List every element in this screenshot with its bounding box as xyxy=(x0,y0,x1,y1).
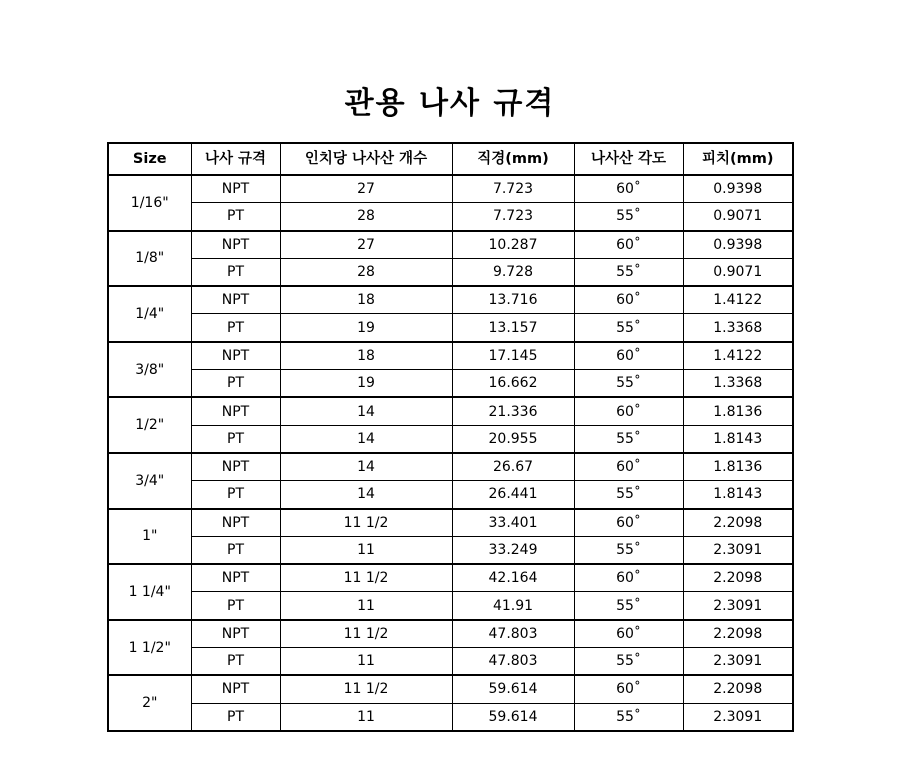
cell-thread-angle: 55˚ xyxy=(574,425,683,453)
table-row xyxy=(108,314,793,342)
table-row xyxy=(108,425,793,453)
cell-size: 1/8" xyxy=(108,231,191,287)
table-header xyxy=(108,143,793,175)
header-diameter: 직경(mm) xyxy=(452,143,574,175)
cell-diameter: 13.157 xyxy=(452,314,574,342)
cell-threads-per-inch: 14 xyxy=(280,453,452,481)
cell-thread-angle: 60˚ xyxy=(574,453,683,481)
cell-pitch: 2.3091 xyxy=(683,536,793,564)
cell-diameter: 42.164 xyxy=(452,564,574,592)
table-row xyxy=(108,342,793,370)
cell-thread-angle: 55˚ xyxy=(574,203,683,231)
cell-threads-per-inch: 11 1/2 xyxy=(280,675,452,703)
cell-threads-per-inch: 14 xyxy=(280,481,452,509)
cell-diameter: 47.803 xyxy=(452,620,574,648)
cell-threads-per-inch: 18 xyxy=(280,286,452,314)
cell-pitch: 0.9071 xyxy=(683,258,793,286)
cell-diameter: 10.287 xyxy=(452,231,574,259)
cell-thread-angle: 60˚ xyxy=(574,675,683,703)
cell-thread-angle: 60˚ xyxy=(574,397,683,425)
cell-thread-angle: 55˚ xyxy=(574,314,683,342)
cell-threads-per-inch: 18 xyxy=(280,342,452,370)
cell-thread-standard: PT xyxy=(191,703,280,731)
table-row xyxy=(108,231,793,259)
table-row xyxy=(108,286,793,314)
table-row xyxy=(108,175,793,203)
cell-thread-angle: 60˚ xyxy=(574,231,683,259)
cell-thread-standard: NPT xyxy=(191,342,280,370)
cell-pitch: 1.3368 xyxy=(683,370,793,398)
cell-threads-per-inch: 28 xyxy=(280,203,452,231)
cell-diameter: 9.728 xyxy=(452,258,574,286)
cell-threads-per-inch: 27 xyxy=(280,231,452,259)
cell-thread-standard: NPT xyxy=(191,175,280,203)
cell-thread-standard: NPT xyxy=(191,509,280,537)
cell-thread-standard: PT xyxy=(191,370,280,398)
cell-thread-standard: PT xyxy=(191,536,280,564)
cell-thread-standard: PT xyxy=(191,203,280,231)
cell-thread-angle: 60˚ xyxy=(574,509,683,537)
cell-diameter: 26.441 xyxy=(452,481,574,509)
cell-thread-angle: 55˚ xyxy=(574,703,683,731)
cell-threads-per-inch: 11 xyxy=(280,592,452,620)
cell-threads-per-inch: 11 1/2 xyxy=(280,509,452,537)
cell-diameter: 17.145 xyxy=(452,342,574,370)
cell-diameter: 26.67 xyxy=(452,453,574,481)
table-row xyxy=(108,370,793,398)
table-row xyxy=(108,453,793,481)
cell-pitch: 2.2098 xyxy=(683,509,793,537)
cell-pitch: 1.3368 xyxy=(683,314,793,342)
cell-thread-standard: NPT xyxy=(191,564,280,592)
cell-thread-angle: 60˚ xyxy=(574,342,683,370)
cell-threads-per-inch: 11 xyxy=(280,703,452,731)
cell-pitch: 2.3091 xyxy=(683,648,793,676)
cell-thread-angle: 55˚ xyxy=(574,592,683,620)
table-row xyxy=(108,648,793,676)
cell-thread-angle: 55˚ xyxy=(574,536,683,564)
cell-thread-standard: NPT xyxy=(191,675,280,703)
cell-thread-standard: NPT xyxy=(191,231,280,259)
table-row xyxy=(108,258,793,286)
cell-pitch: 0.9398 xyxy=(683,175,793,203)
cell-thread-standard: NPT xyxy=(191,286,280,314)
cell-thread-angle: 60˚ xyxy=(574,175,683,203)
cell-threads-per-inch: 19 xyxy=(280,370,452,398)
header-threads-per-inch: 인치당 나사산 개수 xyxy=(280,143,452,175)
cell-thread-angle: 55˚ xyxy=(574,648,683,676)
pipe-thread-table xyxy=(107,142,794,732)
table-row xyxy=(108,203,793,231)
cell-pitch: 2.3091 xyxy=(683,592,793,620)
cell-size: 1/16" xyxy=(108,175,191,231)
cell-size: 1 1/4" xyxy=(108,564,191,620)
cell-diameter: 33.249 xyxy=(452,536,574,564)
cell-pitch: 2.2098 xyxy=(683,675,793,703)
table-row xyxy=(108,675,793,703)
cell-pitch: 1.4122 xyxy=(683,342,793,370)
cell-diameter: 21.336 xyxy=(452,397,574,425)
cell-pitch: 2.3091 xyxy=(683,703,793,731)
cell-diameter: 7.723 xyxy=(452,203,574,231)
cell-size: 2" xyxy=(108,675,191,731)
table-row xyxy=(108,564,793,592)
header-thread-angle: 나사산 각도 xyxy=(574,143,683,175)
cell-pitch: 0.9071 xyxy=(683,203,793,231)
cell-size: 1/2" xyxy=(108,397,191,453)
cell-size: 1 1/2" xyxy=(108,620,191,676)
cell-pitch: 1.8143 xyxy=(683,425,793,453)
table-body xyxy=(108,175,793,731)
header-thread-standard: 나사 규격 xyxy=(191,143,280,175)
cell-thread-angle: 60˚ xyxy=(574,286,683,314)
cell-threads-per-inch: 19 xyxy=(280,314,452,342)
cell-thread-standard: NPT xyxy=(191,453,280,481)
cell-thread-angle: 55˚ xyxy=(574,258,683,286)
table-row xyxy=(108,397,793,425)
cell-pitch: 1.4122 xyxy=(683,286,793,314)
cell-diameter: 47.803 xyxy=(452,648,574,676)
cell-thread-standard: PT xyxy=(191,648,280,676)
cell-threads-per-inch: 14 xyxy=(280,425,452,453)
cell-thread-standard: PT xyxy=(191,425,280,453)
cell-threads-per-inch: 11 1/2 xyxy=(280,564,452,592)
page-title: 관용 나사 규격 xyxy=(344,86,556,121)
cell-threads-per-inch: 11 xyxy=(280,536,452,564)
cell-thread-angle: 55˚ xyxy=(574,481,683,509)
cell-thread-standard: PT xyxy=(191,481,280,509)
cell-thread-standard: PT xyxy=(191,592,280,620)
cell-thread-standard: PT xyxy=(191,314,280,342)
cell-diameter: 59.614 xyxy=(452,703,574,731)
cell-diameter: 16.662 xyxy=(452,370,574,398)
table-row xyxy=(108,536,793,564)
cell-pitch: 1.8136 xyxy=(683,397,793,425)
cell-diameter: 7.723 xyxy=(452,175,574,203)
header-size: Size xyxy=(108,143,191,175)
table-row xyxy=(108,509,793,537)
cell-pitch: 2.2098 xyxy=(683,620,793,648)
cell-size: 3/8" xyxy=(108,342,191,398)
cell-diameter: 20.955 xyxy=(452,425,574,453)
cell-diameter: 41.91 xyxy=(452,592,574,620)
table-row xyxy=(108,703,793,731)
table-row xyxy=(108,481,793,509)
cell-threads-per-inch: 11 1/2 xyxy=(280,620,452,648)
cell-threads-per-inch: 14 xyxy=(280,397,452,425)
cell-threads-per-inch: 28 xyxy=(280,258,452,286)
cell-threads-per-inch: 27 xyxy=(280,175,452,203)
cell-pitch: 0.9398 xyxy=(683,231,793,259)
cell-thread-standard: PT xyxy=(191,258,280,286)
cell-diameter: 13.716 xyxy=(452,286,574,314)
cell-diameter: 33.401 xyxy=(452,509,574,537)
header-pitch: 피치(mm) xyxy=(683,143,793,175)
header-row xyxy=(108,143,793,175)
cell-thread-angle: 60˚ xyxy=(574,564,683,592)
cell-size: 1" xyxy=(108,509,191,565)
cell-size: 1/4" xyxy=(108,286,191,342)
cell-pitch: 1.8143 xyxy=(683,481,793,509)
cell-pitch: 1.8136 xyxy=(683,453,793,481)
table-row xyxy=(108,592,793,620)
cell-thread-angle: 60˚ xyxy=(574,620,683,648)
cell-thread-standard: NPT xyxy=(191,620,280,648)
table-row xyxy=(108,620,793,648)
cell-thread-angle: 55˚ xyxy=(574,370,683,398)
cell-thread-standard: NPT xyxy=(191,397,280,425)
cell-diameter: 59.614 xyxy=(452,675,574,703)
cell-pitch: 2.2098 xyxy=(683,564,793,592)
cell-threads-per-inch: 11 xyxy=(280,648,452,676)
cell-size: 3/4" xyxy=(108,453,191,509)
